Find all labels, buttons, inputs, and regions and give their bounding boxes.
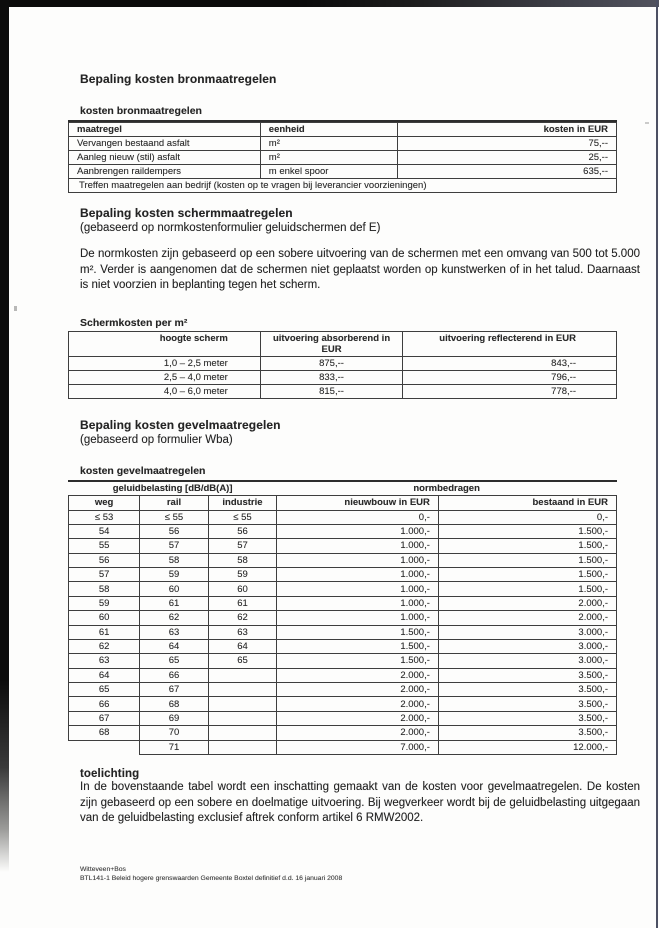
table-cell: 0,- bbox=[438, 510, 616, 524]
table-cell: 1.000,- bbox=[277, 596, 439, 610]
table-cell: 3.000,- bbox=[438, 625, 616, 639]
table-cell: Aanleg nieuw (stil) asfalt bbox=[69, 151, 261, 165]
table-cell: 1.000,- bbox=[277, 539, 439, 553]
table-cell bbox=[208, 668, 277, 682]
section-heading-toelichting: toelichting bbox=[80, 767, 140, 780]
bron-table bbox=[68, 122, 617, 193]
table-cell: 58 bbox=[140, 553, 209, 567]
table-cell: 1.000,- bbox=[277, 553, 439, 567]
table-cell bbox=[69, 740, 140, 754]
table-cell: 3.000,- bbox=[438, 639, 616, 653]
table-cell: 61 bbox=[140, 596, 209, 610]
table-cell: 2.000,- bbox=[277, 668, 439, 682]
table-cell: 64 bbox=[140, 639, 209, 653]
table-cell: 59 bbox=[208, 568, 277, 582]
table-cell: 57 bbox=[69, 568, 140, 582]
table-cell: 778,-- bbox=[403, 384, 617, 398]
table-cell: 66 bbox=[140, 668, 209, 682]
table-cell: 3.500,- bbox=[438, 697, 616, 711]
table-cell: ≤ 53 bbox=[69, 510, 140, 524]
footer-company: Witteveen+Bos bbox=[80, 866, 126, 873]
table-cell: 67 bbox=[140, 683, 209, 697]
table-cell: 1.500,- bbox=[438, 524, 616, 538]
table-cell: 2.000,- bbox=[277, 711, 439, 725]
table-cell: 67 bbox=[69, 711, 140, 725]
table-cell: 12.000,- bbox=[438, 740, 616, 754]
scherm-table bbox=[68, 331, 617, 399]
table-row bbox=[69, 711, 617, 725]
table-cell: 1.500,- bbox=[438, 539, 616, 553]
table-cell: 1.000,- bbox=[277, 568, 439, 582]
column-header: weg bbox=[69, 496, 140, 510]
table-cell: ≤ 55 bbox=[208, 510, 277, 524]
table-cell: 75,-- bbox=[397, 137, 616, 151]
table-cell: 61 bbox=[69, 625, 140, 639]
table-cell bbox=[208, 711, 277, 725]
group-header-geluidbelasting: geluidbelasting [dB/dB(A)] bbox=[69, 482, 277, 496]
scan-speck bbox=[645, 122, 649, 124]
table-cell: 63 bbox=[208, 625, 277, 639]
table-cell: 2.000,- bbox=[438, 596, 616, 610]
table-cell: 64 bbox=[69, 668, 140, 682]
gevel-table bbox=[68, 482, 617, 755]
table-cell: 875,-- bbox=[260, 356, 402, 370]
table-cell: m² bbox=[260, 137, 397, 151]
table-cell: 1,0 – 2,5 meter bbox=[69, 356, 261, 370]
paragraph-toelichting: In de bovenstaande tabel wordt een inschatting gemaakt van de kosten voor gevelmaatregelen. De kosten zijn gebaseerd op een sobere en doelmatige uitvoering. Bij wegverkeer wordt bij de geluidbelasting uitgegaan van de geluidbelasting exclusief aftrek conform artikel 6 RMW2002. bbox=[80, 780, 640, 825]
column-header: kosten in EUR bbox=[397, 123, 616, 137]
column-header: hoogte scherm bbox=[69, 331, 261, 356]
table-header-row bbox=[69, 331, 617, 356]
column-header: bestaand in EUR bbox=[438, 496, 616, 510]
table-cell: 66 bbox=[69, 697, 140, 711]
table-header-row bbox=[69, 496, 617, 510]
table-header-row bbox=[69, 123, 617, 137]
column-header: industrie bbox=[208, 496, 277, 510]
table-cell: 69 bbox=[140, 711, 209, 725]
table-row bbox=[69, 539, 617, 553]
table-cell: 1.500,- bbox=[277, 625, 439, 639]
table-cell: 54 bbox=[69, 524, 140, 538]
table-footer-row bbox=[69, 179, 617, 193]
table-row bbox=[69, 151, 617, 165]
table-cell: 3.500,- bbox=[438, 726, 616, 740]
table-row bbox=[69, 137, 617, 151]
table-title-gevel: kosten gevelmaatregelen bbox=[68, 465, 617, 482]
table-cell: 1.500,- bbox=[277, 654, 439, 668]
table-row bbox=[69, 683, 617, 697]
table-cell: 2.000,- bbox=[277, 697, 439, 711]
table-row bbox=[69, 596, 617, 610]
table-cell: 61 bbox=[208, 596, 277, 610]
section-subheading-gevel: (gebaseerd op formulier Wba) bbox=[80, 433, 233, 446]
scan-edge-left bbox=[0, 0, 9, 872]
column-header: uitvoering absorberend in EUR bbox=[260, 331, 402, 356]
table-cell: 4,0 – 6,0 meter bbox=[69, 384, 261, 398]
table-row bbox=[69, 625, 617, 639]
section-heading-bron: Bepaling kosten bronmaatregelen bbox=[80, 72, 277, 86]
table-cell: 60 bbox=[69, 611, 140, 625]
table-row bbox=[69, 356, 617, 370]
table-cell: 64 bbox=[208, 639, 277, 653]
table-cell: 1.500,- bbox=[277, 639, 439, 653]
table-cell: 58 bbox=[69, 582, 140, 596]
table-cell: 63 bbox=[140, 625, 209, 639]
table-cell: 635,-- bbox=[397, 165, 616, 179]
table-cell: 59 bbox=[140, 568, 209, 582]
table-cell: 68 bbox=[140, 697, 209, 711]
table-row bbox=[69, 524, 617, 538]
table-cell: 3.500,- bbox=[438, 683, 616, 697]
table-row bbox=[69, 639, 617, 653]
table-cell: 70 bbox=[140, 726, 209, 740]
table-cell: 60 bbox=[208, 582, 277, 596]
table-cell: 57 bbox=[208, 539, 277, 553]
table-cell: Aanbrengen raildempers bbox=[69, 165, 261, 179]
table-cell: 1.000,- bbox=[277, 524, 439, 538]
column-header: nieuwbouw in EUR bbox=[277, 496, 439, 510]
column-header: rail bbox=[140, 496, 209, 510]
table-cell: 65 bbox=[208, 654, 277, 668]
table-cell: 62 bbox=[140, 611, 209, 625]
table-cell: 1.500,- bbox=[438, 553, 616, 567]
table-row bbox=[69, 726, 617, 740]
table-cell: 68 bbox=[69, 726, 140, 740]
table-cell: 3.500,- bbox=[438, 711, 616, 725]
table-cell: 2,5 – 4,0 meter bbox=[69, 370, 261, 384]
table-cell: 843,-- bbox=[403, 356, 617, 370]
table-cell: 815,-- bbox=[260, 384, 402, 398]
table-cell: 58 bbox=[208, 553, 277, 567]
table-row bbox=[69, 553, 617, 567]
table-cell: 56 bbox=[140, 524, 209, 538]
table-row bbox=[69, 384, 617, 398]
section-subheading-scherm: (gebaseerd op normkostenformulier geluidschermen def E) bbox=[80, 222, 381, 234]
table-cell: 65 bbox=[69, 683, 140, 697]
table-row bbox=[69, 740, 617, 754]
footer-document-reference: BTL141-1 Beleid hogere grenswaarden Gemeente Boxtel definitief d.d. 16 januari 2008 bbox=[80, 874, 343, 882]
table-cell: m enkel spoor bbox=[260, 165, 397, 179]
table-row bbox=[69, 611, 617, 625]
column-header: uitvoering reflecterend in EUR bbox=[403, 331, 617, 356]
table-cell: 62 bbox=[208, 611, 277, 625]
table-cell: m² bbox=[260, 151, 397, 165]
table-row bbox=[69, 510, 617, 524]
table-cell: 7.000,- bbox=[277, 740, 439, 754]
section-heading-scherm: Bepaling kosten schermmaatregelen bbox=[80, 206, 293, 220]
table-cell: 0,- bbox=[277, 510, 439, 524]
table-cell: 3.000,- bbox=[438, 654, 616, 668]
table-cell bbox=[208, 740, 277, 754]
table-row bbox=[69, 165, 617, 179]
table-cell: 1.500,- bbox=[438, 582, 616, 596]
table-title-scherm: Schermkosten per m² bbox=[80, 316, 188, 329]
table-cell: ≤ 55 bbox=[140, 510, 209, 524]
table-cell: 1.500,- bbox=[438, 568, 616, 582]
table-cell: 2.000,- bbox=[438, 611, 616, 625]
table-footer-cell: Treffen maatregelen aan bedrijf (kosten op te vragen bij leverancier voorzieningen) bbox=[69, 179, 617, 193]
table-cell: 2.000,- bbox=[277, 683, 439, 697]
scan-speck bbox=[14, 306, 17, 311]
table-cell: 3.500,- bbox=[438, 668, 616, 682]
paragraph-normkosten: De normkosten zijn gebaseerd op een sobere uitvoering van de schermen met een omvang van 500 tot 5.000 m². Verder is aangenomen dat de schermen niet geplaatst worden op kunstwerken of in het talud. Daarnaast is niet voorzien in beplanting tegen het scherm. bbox=[80, 248, 640, 292]
table-cell: 833,-- bbox=[260, 370, 402, 384]
table-cell bbox=[208, 683, 277, 697]
section-heading-gevel: Bepaling kosten gevelmaatregelen bbox=[80, 417, 281, 432]
table-cell: 1.000,- bbox=[277, 611, 439, 625]
table-cell: 55 bbox=[69, 539, 140, 553]
table-cell: 56 bbox=[208, 524, 277, 538]
table-cell bbox=[208, 697, 277, 711]
group-header-normbedragen: normbedragen bbox=[277, 482, 617, 496]
table-row bbox=[69, 668, 617, 682]
scan-edge-right bbox=[656, 0, 658, 928]
document-page bbox=[68, 72, 640, 827]
table-row bbox=[69, 370, 617, 384]
table-cell: 65 bbox=[140, 654, 209, 668]
table-row bbox=[69, 654, 617, 668]
page-footer bbox=[80, 866, 342, 883]
table-cell: 25,-- bbox=[397, 151, 616, 165]
table-cell bbox=[208, 726, 277, 740]
table-cell: 63 bbox=[69, 654, 140, 668]
table-cell: 56 bbox=[69, 553, 140, 567]
table-title-bron: kosten bronmaatregelen bbox=[68, 105, 617, 122]
column-header: maatregel bbox=[69, 123, 261, 137]
column-header: eenheid bbox=[260, 123, 397, 137]
scan-edge-top bbox=[0, 0, 659, 7]
table-row bbox=[69, 568, 617, 582]
table-cell: 59 bbox=[69, 596, 140, 610]
table-cell: 62 bbox=[69, 639, 140, 653]
table-row bbox=[69, 697, 617, 711]
table-row bbox=[69, 582, 617, 596]
table-cell: 796,-- bbox=[403, 370, 617, 384]
table-cell: 57 bbox=[140, 539, 209, 553]
table-cell: 60 bbox=[140, 582, 209, 596]
table-cell: Vervangen bestaand asfalt bbox=[69, 137, 261, 151]
group-header-row bbox=[69, 482, 617, 496]
table-cell: 2.000,- bbox=[277, 726, 439, 740]
table-cell: 71 bbox=[140, 740, 209, 754]
table-cell: 1.000,- bbox=[277, 582, 439, 596]
